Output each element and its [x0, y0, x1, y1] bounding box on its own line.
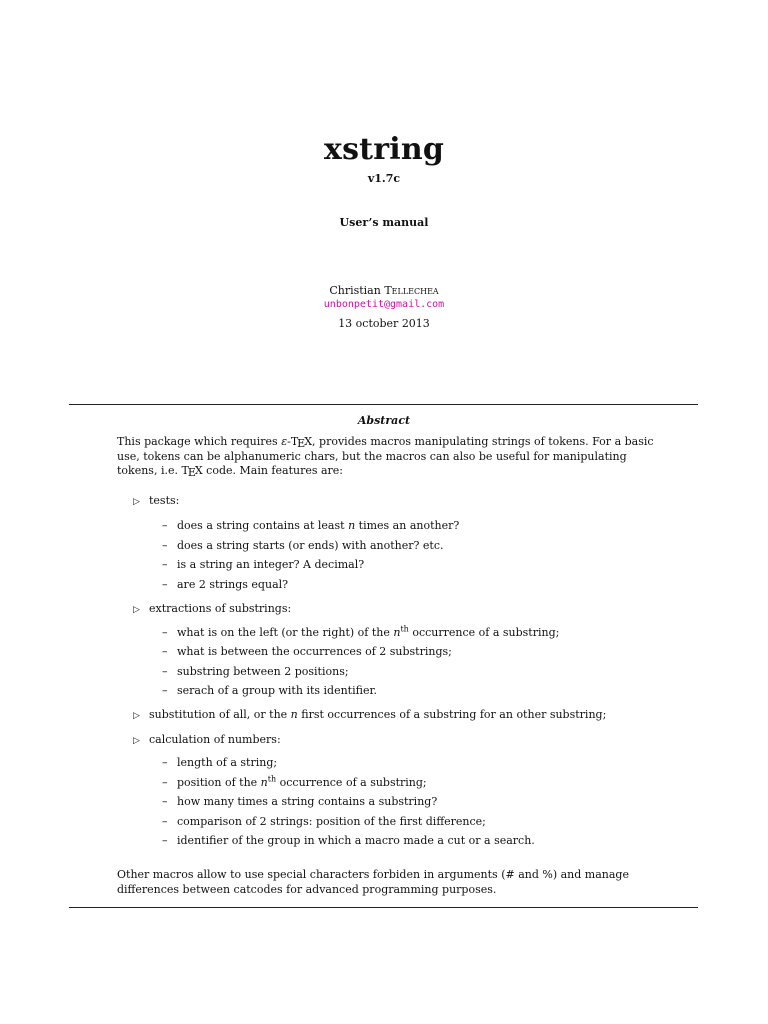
- document-subtitle: User’s manual: [339, 216, 429, 229]
- dash-bullet-icon: –: [162, 815, 168, 828]
- tex-logo: TEX: [290, 435, 313, 450]
- feature-item: ▷ substitution of all, or the n first occurrences of a substring for an other substring;: [133, 708, 607, 721]
- abstract-top-rule: [69, 404, 698, 405]
- dash-bullet-icon: –: [162, 539, 168, 552]
- sub-item: – identifier of the group in which a macro made a cut or a search.: [162, 834, 535, 847]
- sub-item: – serach of a group with its identifier.: [162, 684, 378, 697]
- dash-bullet-icon: –: [162, 558, 168, 571]
- sub-item: – does a string contains at least n times an another?: [162, 519, 460, 532]
- dash-bullet-icon: –: [162, 684, 168, 697]
- triangle-bullet-icon: ▷: [133, 497, 140, 507]
- dash-bullet-icon: –: [162, 756, 168, 769]
- dash-bullet-icon: –: [162, 626, 168, 639]
- feature-item: ▷ extractions of substrings:: [133, 602, 292, 615]
- document-date: 13 october 2013: [338, 317, 430, 330]
- document-title: xstring: [323, 132, 445, 167]
- abstract-intro: This package which requires ε-TEX, provides macros manipulating strings of tokens. For a basic use, tokens can be alphanumeric chars, but the macros can also be useful for manipulating tokens, i.e. TEX code. Main features are:: [117, 435, 654, 479]
- sub-item: – what is on the left (or the right) of the $n^{th}$ occurrence of a substring;: [162, 624, 560, 639]
- sub-item: – are 2 strings equal?: [162, 578, 289, 591]
- sub-item: – position of the $n^{th}$ occurrence of a substring;: [162, 774, 427, 789]
- feature-item: ▷ calculation of numbers:: [133, 733, 281, 746]
- sub-item: – comparison of 2 strings: position of the first difference;: [162, 815, 486, 828]
- author-email-link[interactable]: unbonpetit@gmail.com: [323, 299, 445, 310]
- dash-bullet-icon: –: [162, 776, 168, 789]
- triangle-bullet-icon: ▷: [133, 711, 140, 721]
- author-last-name: Tellechea: [384, 284, 439, 297]
- dash-bullet-icon: –: [162, 834, 168, 847]
- sub-item: – length of a string;: [162, 756, 278, 769]
- abstract-closing: Other macros allow to use special characters forbiden in arguments (# and %) and manage differences between catcodes for advanced programming purposes.: [117, 868, 629, 896]
- sub-item: – what is between the occurrences of 2 substrings;: [162, 645, 452, 658]
- abstract-title: Abstract: [357, 414, 411, 427]
- dash-bullet-icon: –: [162, 578, 168, 591]
- sub-item: – substring between 2 positions;: [162, 665, 349, 678]
- dash-bullet-icon: –: [162, 645, 168, 658]
- author-first-name: Christian: [329, 284, 381, 297]
- document-version: v1.7c: [367, 172, 401, 185]
- author-name: [0, 284, 768, 297]
- dash-bullet-icon: –: [162, 795, 168, 808]
- triangle-bullet-icon: ▷: [133, 605, 140, 615]
- feature-item: ▷ tests:: [133, 494, 180, 507]
- sub-item: – does a string starts (or ends) with another? etc.: [162, 539, 444, 552]
- epsilon-symbol: ε: [281, 435, 288, 448]
- sub-item: – how many times a string contains a substring?: [162, 795, 438, 808]
- tex-logo: TEX: [181, 464, 203, 479]
- dash-bullet-icon: –: [162, 519, 168, 532]
- sub-item: – is a string an integer? A decimal?: [162, 558, 365, 571]
- dash-bullet-icon: –: [162, 665, 168, 678]
- triangle-bullet-icon: ▷: [133, 736, 140, 746]
- abstract-bottom-rule: [69, 907, 698, 908]
